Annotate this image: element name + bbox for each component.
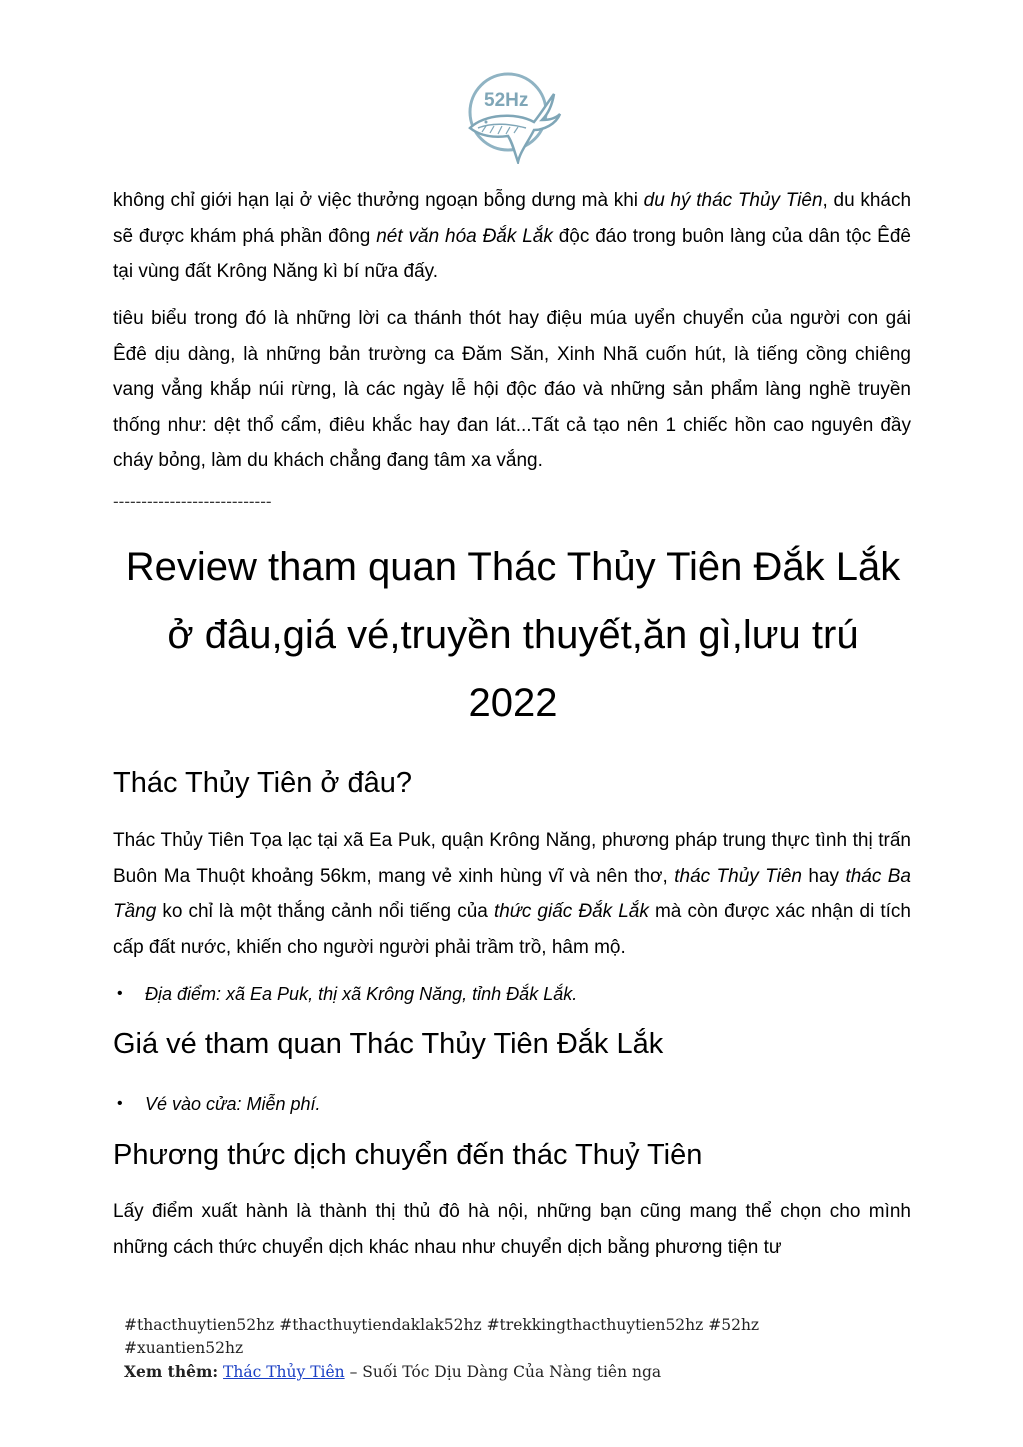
page-title: [103, 533, 923, 737]
footer: [124, 1314, 864, 1384]
paragraph-text: không chỉ giới hạn lại ở việc thưởng ngoạn bỗng dưng mà khi: [113, 190, 644, 211]
title-line-2: ở đâu,giá vé,truyền thuyết,ăn gì,lưu trú: [167, 613, 859, 657]
emphasis-text: du hý thác Thủy Tiên: [643, 190, 823, 211]
title-line-1: Review tham quan Thác Thủy Tiên Đắk Lắk: [125, 545, 901, 589]
footer-hashtags: #thacthuytien52hz #thacthuytiendaklak52hz #trekkingthacthuytien52hz #52hz #xuantien52hz: [124, 1316, 760, 1357]
bullet-ticket-price: • Vé vào cửa: Miễn phí.: [145, 1089, 321, 1119]
paragraph-culture-intro: [113, 183, 911, 290]
divider-line: ----------------------------: [113, 492, 272, 511]
see-more-link[interactable]: Thác Thủy Tiên: [223, 1363, 345, 1381]
see-more-suffix: – Suối Tóc Dịu Dàng Của Nàng tiên nga: [344, 1363, 662, 1381]
bullet-location: • Địa điểm: xã Ea Puk, thị xã Krông Năng, tỉnh Đắk Lắk.: [145, 979, 577, 1009]
emphasis-text: thức giấc Đắk Lắk: [493, 901, 649, 922]
see-more-label: Xem thêm:: [124, 1362, 219, 1381]
paragraph-text: hay: [801, 865, 846, 887]
title-line-3: 2022: [468, 681, 558, 725]
logo-text: 52Hz: [484, 90, 529, 111]
paragraph-text: mà còn được xác nhận di tích cấp đất nước, khiến cho người người phải trầm trồ, hâm mộ.: [113, 901, 911, 958]
paragraph-text: , du khách sẽ được khám phá phần đông: [113, 190, 912, 247]
paragraph-transport: Lấy điểm xuất hành là thành thị thủ đô hà nội, những bạn cũng mang thể chọn cho mình những cách thức chuyển dịch khác nhau như chuyển dịch bằng phương tiện tư: [113, 1201, 911, 1258]
paragraph-where: [113, 823, 911, 965]
paragraph-text: ko chỉ là một thắng cảnh nổi tiếng của: [156, 901, 494, 922]
emphasis-text: thác Ba Tầng: [113, 865, 911, 922]
heading-price: Giá vé tham quan Thác Thủy Tiên Đắk Lắk: [113, 1028, 664, 1060]
heading-where: Thác Thủy Tiên ở đâu?: [113, 767, 412, 799]
emphasis-text: nét văn hóa Đắk Lắk: [376, 225, 553, 247]
52hz-logo: [464, 62, 562, 164]
paragraph-text: Thác Thủy Tiên Tọa lạc tại xã Ea Puk, quận Krông Năng, phương pháp trung thực tình thị trấn Buôn Ma Thuột khoảng 56km, mang vẻ xinh hùng vĩ và nên thơ,: [113, 830, 911, 887]
footer-see-more: [124, 1360, 864, 1384]
paragraph-text: độc đáo trong buôn làng của dân tộc Êđê tại vùng đất Krông Năng kì bí nữa đấy.: [113, 225, 911, 282]
heading-transport: Phương thức dịch chuyển đến thác Thuỷ Tiên: [113, 1139, 703, 1171]
paragraph-culture-details: tiêu biểu trong đó là những lời ca thánh thót hay điệu múa uyển chuyển của người con gái Êđê dịu dàng, là những bản trường ca Đăm Săn, Xinh Nhã cuốn hút, là tiếng cồng chiêng vang vẳng khắp núi rừng, là các ngày lễ hội độc đáo và những sản phẩm làng nghề truyền thống như: dệt thổ cẩm, điêu khắc hay đan lát...Tất cả tạo nên 1 chiếc hồn cao nguyên đầy cháy bỏng, làm du khách chẳng đang tâm xa vắng.: [113, 308, 911, 471]
emphasis-text: thác Thủy Tiên: [674, 865, 802, 887]
